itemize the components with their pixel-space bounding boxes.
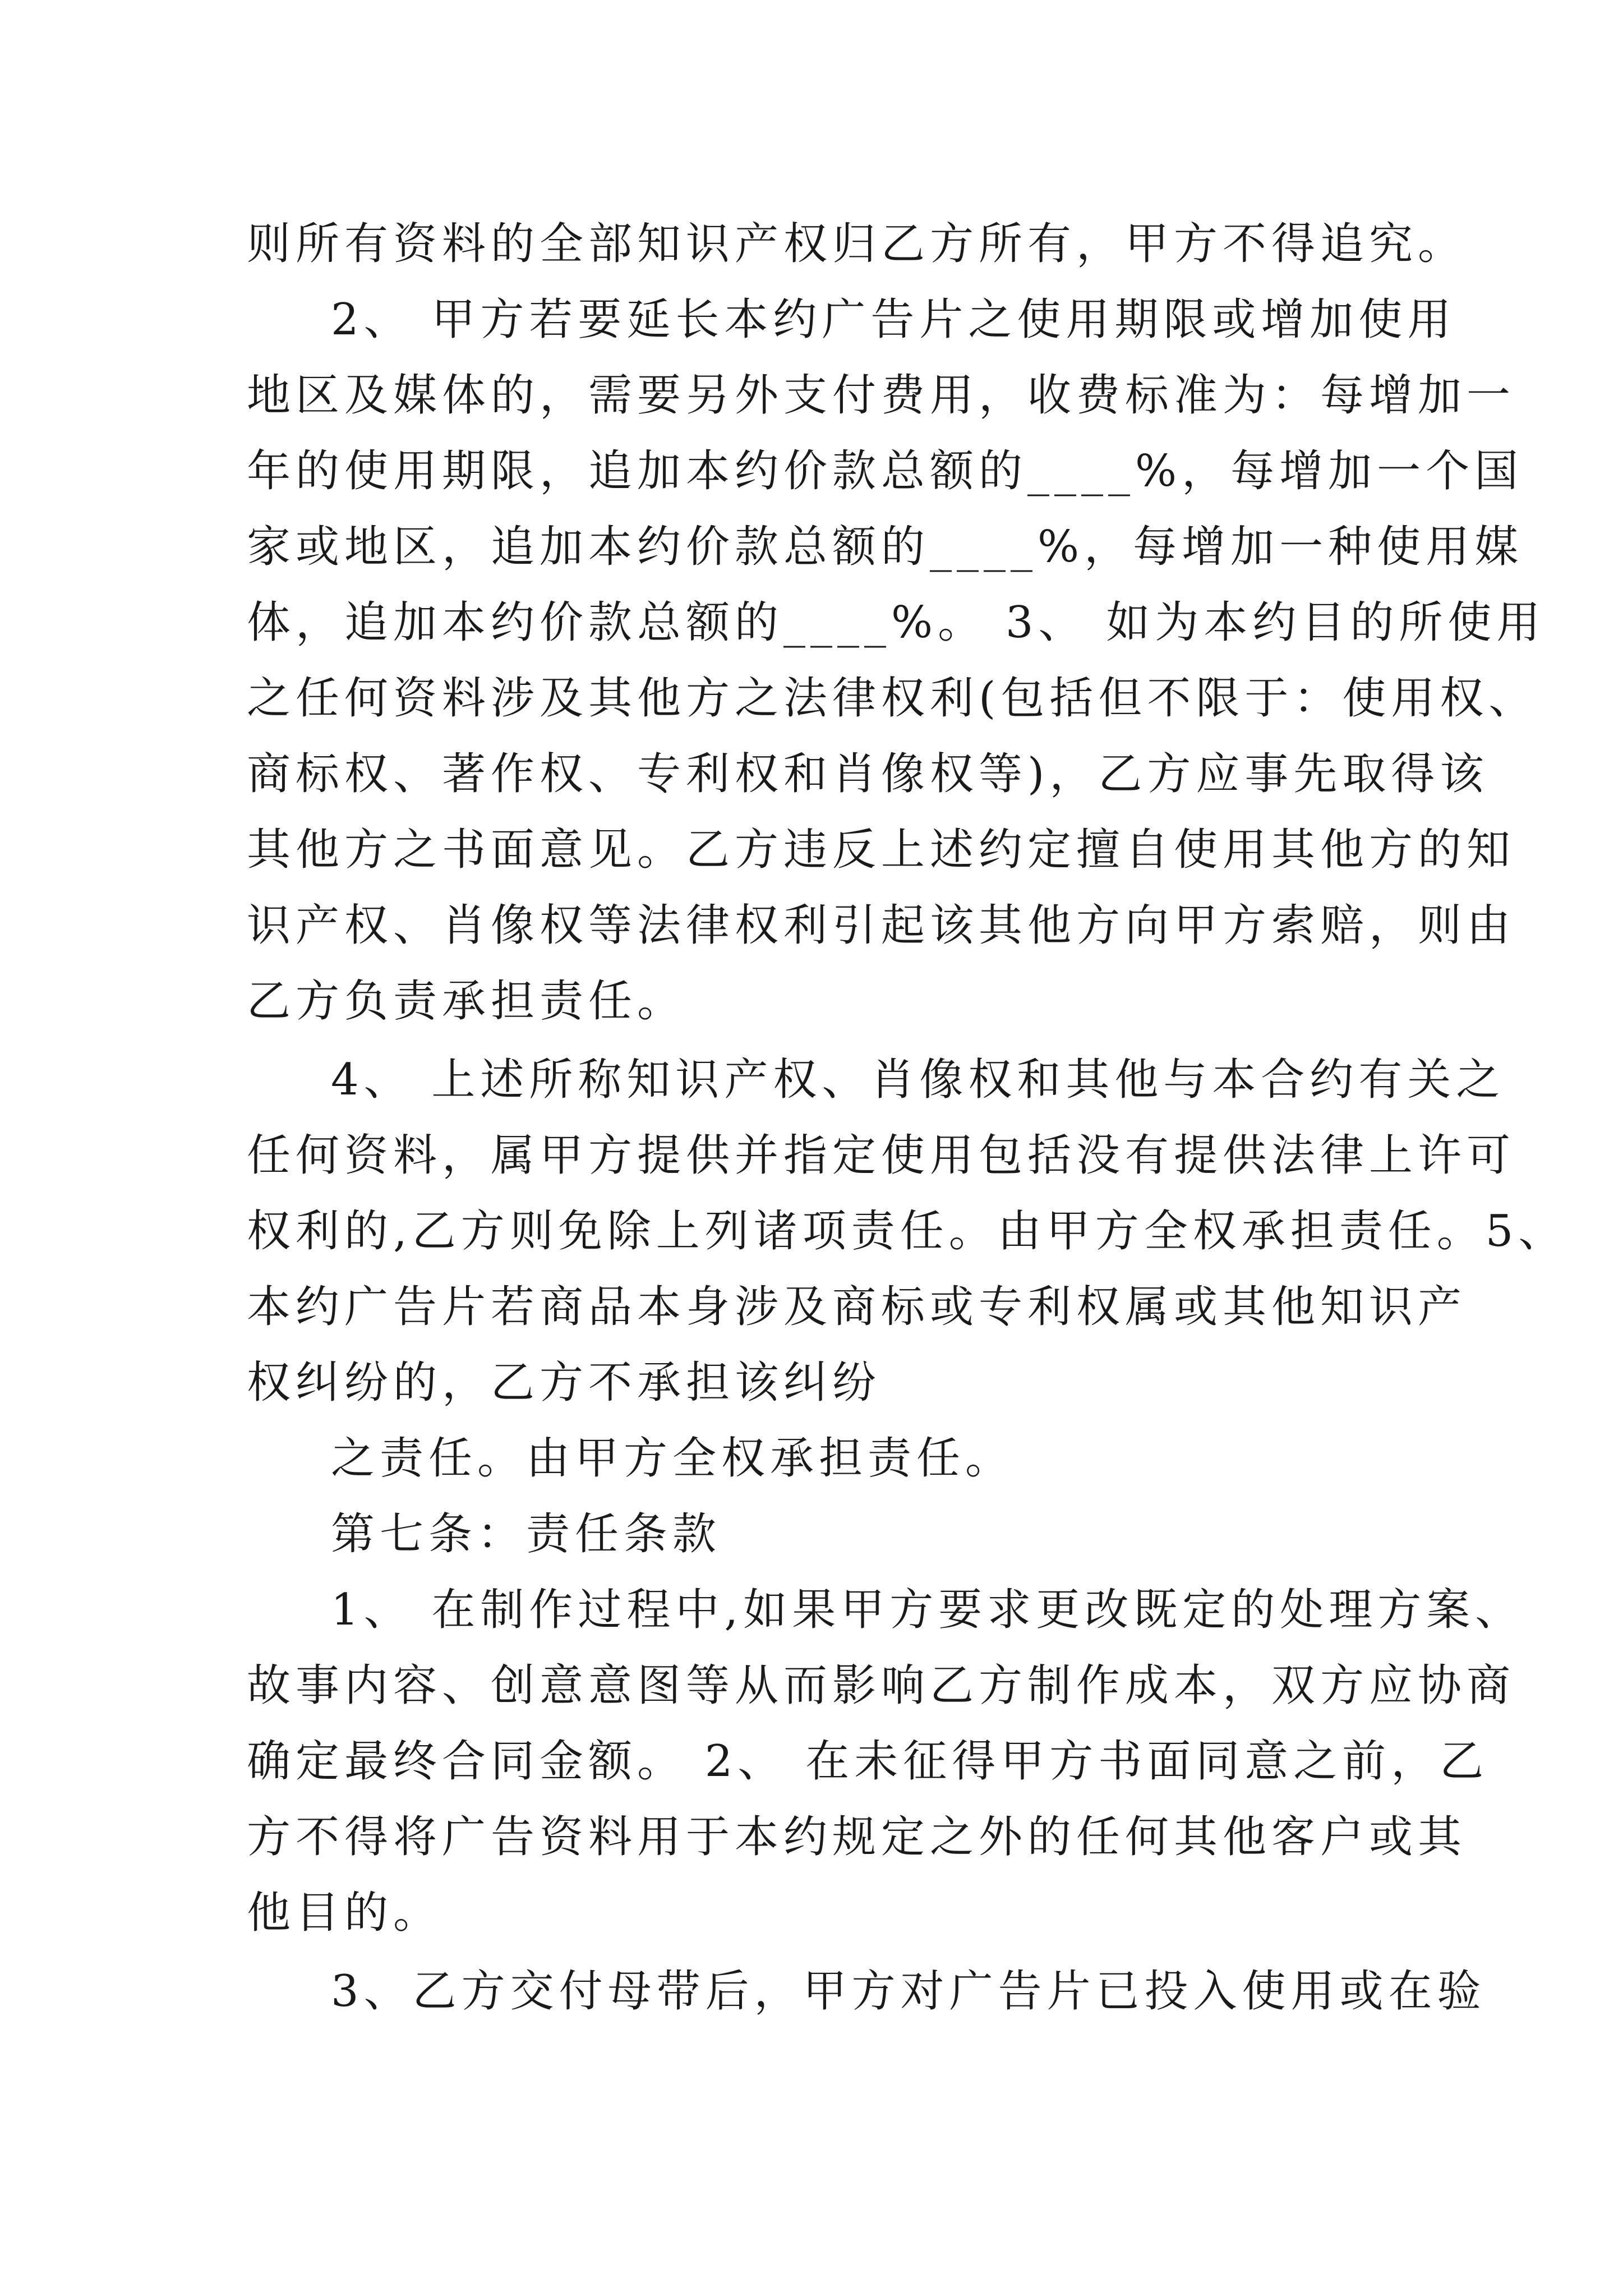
text-line: 地区及媒体的，需要另外支付费用，收费标准为：每增加一 bbox=[247, 370, 1516, 421]
text-line: 2、 甲方若要延长本约广告片之使用期限或增加使用 bbox=[331, 295, 1456, 345]
text-line: 其他方之书面意见。乙方违反上述约定擅自使用其他方的知 bbox=[247, 825, 1516, 875]
text-line: 本约广告片若商品本身涉及商标或专利权属或其他知识产 bbox=[247, 1282, 1467, 1332]
section-heading: 第七条：责任条款 bbox=[331, 1509, 722, 1559]
text-line: 年的使用期限，追加本约价款总额的____%，每增加一个国 bbox=[247, 446, 1524, 496]
text-line: 方不得将广告资料用于本约规定之外的任何其他客户或其 bbox=[247, 1812, 1467, 1862]
text-line: 商标权、著作权、专利权和肖像权等)，乙方应事先取得该 bbox=[247, 749, 1489, 799]
text-line: 1、 在制作过程中,如果甲方要求更改既定的处理方案、 bbox=[331, 1585, 1524, 1635]
text-line: 权纠纷的，乙方不承担该纠纷 bbox=[247, 1358, 882, 1408]
text-line: 乙方负责承担责任。 bbox=[247, 976, 686, 1027]
text-line: 识产权、肖像权等法律权利引起该其他方向甲方索赔，则由 bbox=[247, 900, 1516, 951]
text-line: 确定最终合同金额。 2、 在未征得甲方书面同意之前，乙 bbox=[247, 1736, 1489, 1787]
text-line: 家或地区，追加本约价款总额的____%，每增加一种使用媒 bbox=[247, 522, 1524, 572]
text-line: 则所有资料的全部知识产权归乙方所有，甲方不得追究。 bbox=[247, 219, 1467, 269]
text-line: 3、乙方交付母带后，甲方对广告片已投入使用或在验 bbox=[331, 1966, 1486, 2017]
text-line: 他目的。 bbox=[247, 1888, 442, 1938]
text-line: 4、 上述所称知识产权、肖像权和其他与本合约有关之 bbox=[331, 1055, 1505, 1105]
text-line: 之责任。由甲方全权承担责任。 bbox=[331, 1433, 1015, 1484]
text-line: 故事内容、创意意图等从而影响乙方制作成本，双方应协商 bbox=[247, 1660, 1516, 1711]
text-line: 体，追加本约价款总额的____%。 3、 如为本约目的所使用 bbox=[247, 597, 1546, 648]
text-line: 任何资料，属甲方提供并指定使用包括没有提供法律上许可 bbox=[247, 1130, 1516, 1181]
text-line: 权利的,乙方则免除上列诸项责任。由甲方全权承担责任。5、 bbox=[247, 1206, 1567, 1257]
text-line: 之任何资料涉及其他方之法律权利(包括但不限于：使用权、 bbox=[247, 673, 1538, 724]
